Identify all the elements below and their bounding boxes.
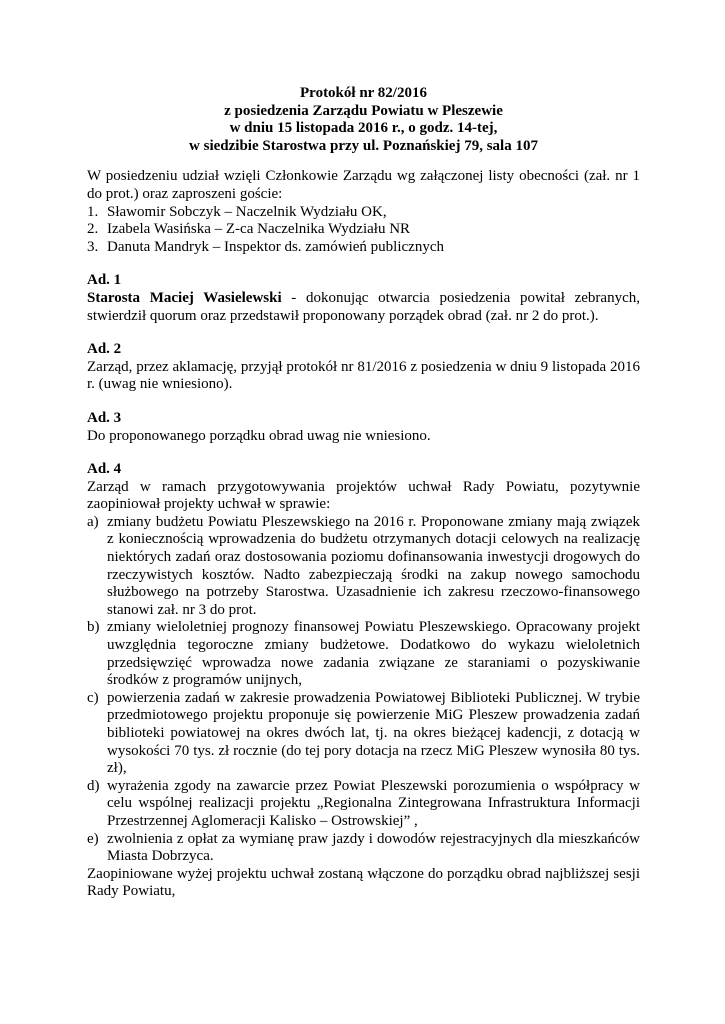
protocol-title: Protokół nr 82/2016 bbox=[300, 85, 427, 101]
list-marker: a) bbox=[87, 513, 99, 530]
ad1-body: - dokonując otwarcia posiedzenia powitał zebranych, stwierdził quorum oraz przedstawił proponowany porządek obrad (zał. nr 2 do prot.). bbox=[87, 289, 640, 324]
list-marker: 1. bbox=[87, 203, 99, 220]
ad2-section bbox=[87, 341, 640, 394]
ad3-text: Do proponowanego porządku obrad uwag nie wniesiono. bbox=[87, 427, 431, 444]
guest-list bbox=[87, 204, 640, 257]
resolution-text: zwolnienia z opłat za wymianę praw jazdy i dowodów rejestracyjnych dla mieszkańców Miasta Dobrzyca. bbox=[107, 830, 640, 865]
list-item bbox=[87, 619, 640, 689]
list-marker: e) bbox=[87, 830, 99, 847]
ad4-resolution-list bbox=[87, 514, 640, 866]
list-marker: 2. bbox=[87, 221, 99, 238]
list-item bbox=[87, 778, 640, 831]
resolution-text: zmiany wieloletniej prognozy finansowej Powiatu Pleszewskiego. Opracowany projekt uwzględnia tegoroczne zmiany budżetowe. Dodatkowo do wykazu wieloletnich przedsięwzięć wprowadza nowe zadania związane ze staraniami o pozyskiwanie środków z programów unijnych, bbox=[107, 619, 640, 689]
list-marker: c) bbox=[87, 689, 99, 706]
list-item bbox=[87, 204, 640, 222]
ad3-title: Ad. 3 bbox=[87, 409, 122, 426]
document-body bbox=[87, 85, 640, 901]
meeting-location: w siedzibie Starostwa przy ul. Poznańskiej 79, sala 107 bbox=[189, 137, 538, 154]
list-marker: d) bbox=[87, 777, 100, 794]
guest-text: Sławomir Sobczyk – Naczelnik Wydziału OK, bbox=[107, 203, 387, 220]
resolution-text: powierzenia zadań w zakresie prowadzenia Powiatowej Biblioteki Publicznej. W trybie przedmiotowego projektu proponuje się powierzenie MiG Pleszew prowadzenia zadań biblioteki powiatowej na okres dwóch lat, tj. na okres bieżącej kadencji, z dotacją w wysokości 70 tys. zł rocznie (do tej pory dotacja na rzecz MiG Pleszew wynosiła 80 tys. zł), bbox=[107, 689, 640, 777]
list-marker: 3. bbox=[87, 238, 99, 255]
ad3-section bbox=[87, 410, 640, 445]
list-item bbox=[87, 221, 640, 239]
guest-text: Danuta Mandryk – Inspektor ds. zamówień publicznych bbox=[107, 238, 444, 255]
ad2-text: Zarząd, przez aklamację, przyjął protokół nr 81/2016 z posiedzenia w dniu 9 listopada 2016 r. (uwag nie wniesiono). bbox=[87, 358, 640, 393]
list-item bbox=[87, 690, 640, 778]
guest-text: Izabela Wasińska – Z-ca Naczelnika Wydziału NR bbox=[107, 221, 411, 238]
list-item bbox=[87, 239, 640, 257]
attendance-section bbox=[87, 168, 640, 256]
ad4-intro: Zarząd w ramach przygotowywania projektów uchwał Rady Powiatu, pozytywnie zaopiniował projekty uchwał w sprawie: bbox=[87, 478, 640, 513]
ad4-closing: Zaopiniowane wyżej projektu uchwał zostaną włączone do porządku obrad najbliższej sesji Rady Powiatu, bbox=[87, 865, 640, 900]
ad4-title: Ad. 4 bbox=[87, 461, 122, 478]
ad1-text bbox=[87, 290, 640, 325]
meeting-date: w dniu 15 listopada 2016 r., o godz. 14-tej, bbox=[229, 120, 498, 137]
attendance-text: W posiedzeniu udział wzięli Członkowie Zarządu wg załączonej listy obecności (zał. nr 1 do prot.) oraz zaproszeni goście: bbox=[87, 168, 640, 202]
resolution-text: wyrażenia zgody na zawarcie przez Powiat Pleszewski porozumienia o współpracy w celu wspólnej realizacji projektu „Regionalna Zintegrowana Infrastruktura Informacji Przestrzennej Aglomeracji Kalisko – Ostrowskiej” , bbox=[107, 777, 640, 829]
ad4-section bbox=[87, 461, 640, 901]
list-item bbox=[87, 514, 640, 620]
resolution-text: zmiany budżetu Powiatu Pleszewskiego na 2016 r. Proponowane zmiany mają związek z koniecznością wprowadzenia do budżetu otrzymanych dotacji celowych na realizację niektórych zadań oraz dostosowania poziomu dofinansowania inwestycji drogowych do rzeczywistych kosztów. Nadto zabezpieczają środki na zakup nowego samochodu służbowego na potrzeby Starostwa. Uzasadnienie ich zakresu rzeczowo-finansowego stanowi zał. nr 3 do prot. bbox=[107, 513, 640, 618]
ad1-section bbox=[87, 272, 640, 325]
ad1-speaker: Starosta Maciej Wasielewski bbox=[87, 289, 282, 306]
ad1-title: Ad. 1 bbox=[87, 272, 122, 289]
ad2-title: Ad. 2 bbox=[87, 341, 122, 358]
meeting-body: z posiedzenia Zarządu Powiatu w Pleszewie bbox=[224, 102, 503, 119]
list-marker: b) bbox=[87, 619, 100, 636]
list-item bbox=[87, 831, 640, 866]
protocol-header bbox=[87, 85, 640, 155]
